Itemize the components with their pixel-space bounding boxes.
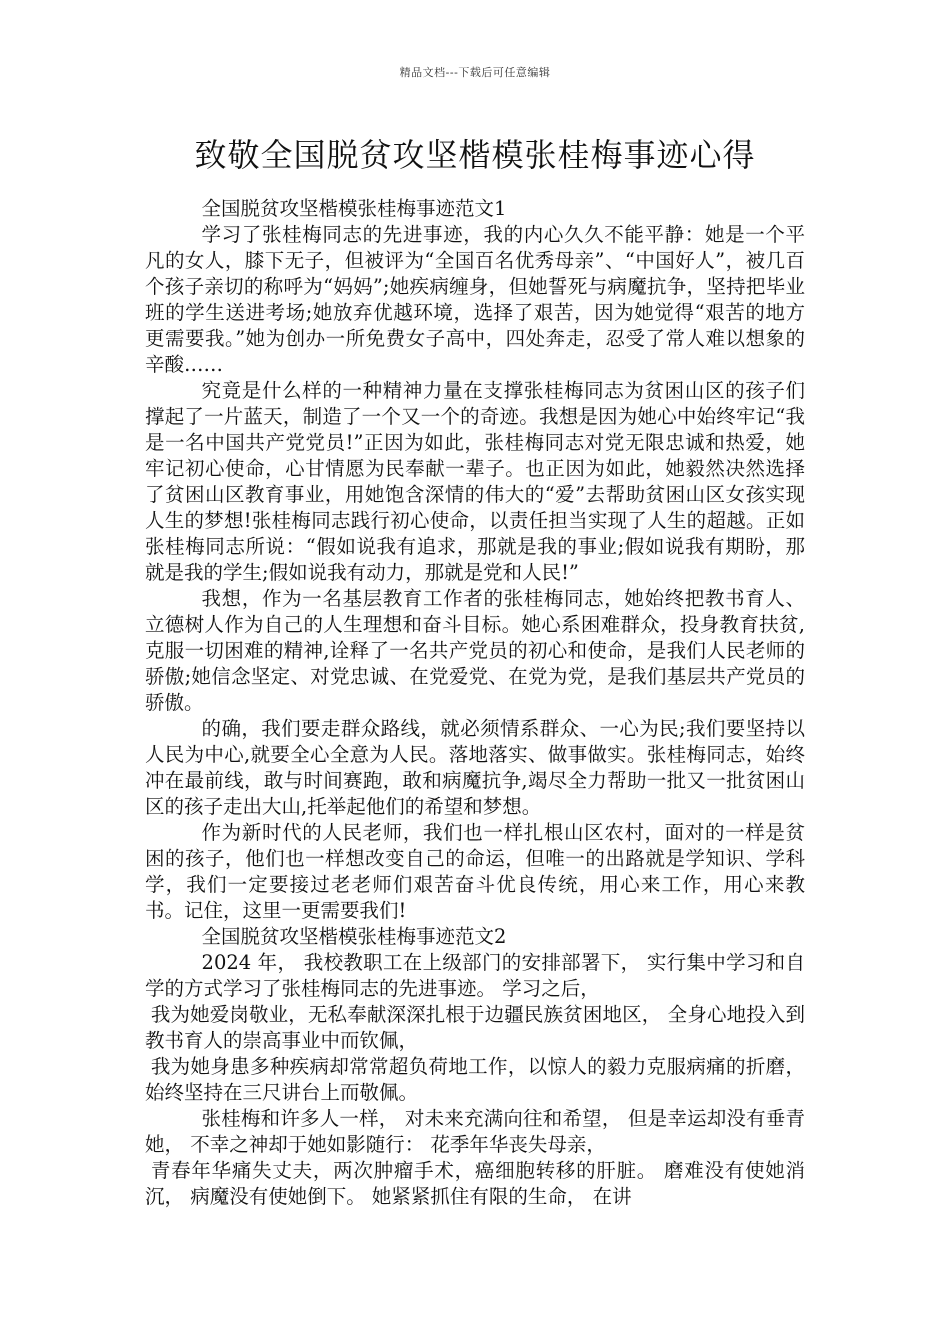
paragraph: 作为新时代的人民老师，我们也一样扎根山区农村，面对的一样是贫困的孩子，他们也一样想改变自己的命运，但唯一的出路就是学知识、学科学，我们一定要接过老老师们艰苦奋斗优良传统，用心来工作，用心来教书。记住，这里一更需要我们! — [145, 821, 805, 922]
paragraph: 我为她身患多种疾病却常常超负荷地工作，以惊人的毅力克服病痛的折磨，始终坚持在三尺讲台上而敬佩。 — [145, 1055, 805, 1104]
page-header: 精品文档---下载后可任意编辑 — [399, 66, 551, 79]
paragraph: 学习了张桂梅同志的先进事迹，我的内心久久不能平静：她是一个平凡的女人，膝下无子，但被评为“全国百名优秀母亲”、“中国好人”，被几百个孩子亲切的称呼为“妈妈”;她疾病缠身，但她誓死与病魔抗争，坚持把毕业班的学生送进考场;她放弃优越环境，选择了艰苦，因为她觉得“艰苦的地方更需要我。”她为创办一所免费女子高中，四处奔走，忍受了常人难以想象的辛酸…… — [145, 223, 805, 376]
paragraph: 我为她爱岗敬业，无私奉献深深扎根于边疆民族贫困地区， 全身心地投入到教书育人的崇高事业中而钦佩， — [145, 1003, 805, 1052]
document-body — [145, 196, 805, 1210]
paragraph: 张桂梅和许多人一样， 对未来充满向往和希望， 但是幸运却没有垂青她， 不幸之神却于她如影随行： 花季年华丧失母亲， — [145, 1107, 805, 1156]
paragraph: 我想，作为一名基层教育工作者的张桂梅同志，她始终把教书育人、立德树人作为自己的人生理想和奋斗目标。她心系困难群众，投身教育扶贫,克服一切困难的精神,诠释了一名共产党员的初心和使命，是我们人民老师的骄傲;她信念坚定、对党忠诚、在党爱党、在党为党，是我们基层共产党员的骄傲。 — [145, 587, 805, 714]
paragraph: 究竟是什么样的一种精神力量在支撑张桂梅同志为贫困山区的孩子们撑起了一片蓝天，制造了一个又一个的奇迹。我想是因为她心中始终牢记“我是一名中国共产党党员!”正因为如此，张桂梅同志对党无限忠诚和热爱，她牢记初心使命，心甘情愿为民奉献一辈子。也正因为如此，她毅然决然选择了贫困山区教育事业，用她饱含深情的伟大的“爱”去帮助贫困山区女孩实现人生的梦想!张桂梅同志践行初心使命，以责任担当实现了人生的超越。正如张桂梅同志所说：“假如说我有追求，那就是我的事业;假如说我有期盼，那就是我的学生;假如说我有动力，那就是党和人民!” — [145, 379, 805, 584]
document-title: 致敬全国脱贫攻坚楷模张桂梅事迹心得 — [194, 136, 756, 174]
paragraph: 青春年华痛失丈夫，两次肿瘤手术，癌细胞转移的肝脏。 磨难没有使她消沉， 病魔没有使她倒下。 她紧紧抓住有限的生命， 在讲 — [145, 1159, 805, 1208]
paragraph: 的确，我们要走群众路线，就必须情系群众、一心为民;我们要坚持以人民为中心,就要全心全意为人民。落地落实、做事做实。张桂梅同志，始终冲在最前线，敢与时间赛跑，敢和病魔抗争,竭尽全力帮助一批又一批贫困山区的孩子走出大山,托举起他们的希望和梦想。 — [145, 717, 805, 818]
section-heading-1: 全国脱贫攻坚楷模张桂梅事迹范文1 — [201, 197, 507, 220]
paragraph: 2024 年， 我校教职工在上级部门的安排部署下， 实行集中学习和自学的方式学习了张桂梅同志的先进事迹。 学习之后， — [145, 951, 805, 1000]
section-heading-2: 全国脱贫攻坚楷模张桂梅事迹范文2 — [201, 925, 507, 948]
